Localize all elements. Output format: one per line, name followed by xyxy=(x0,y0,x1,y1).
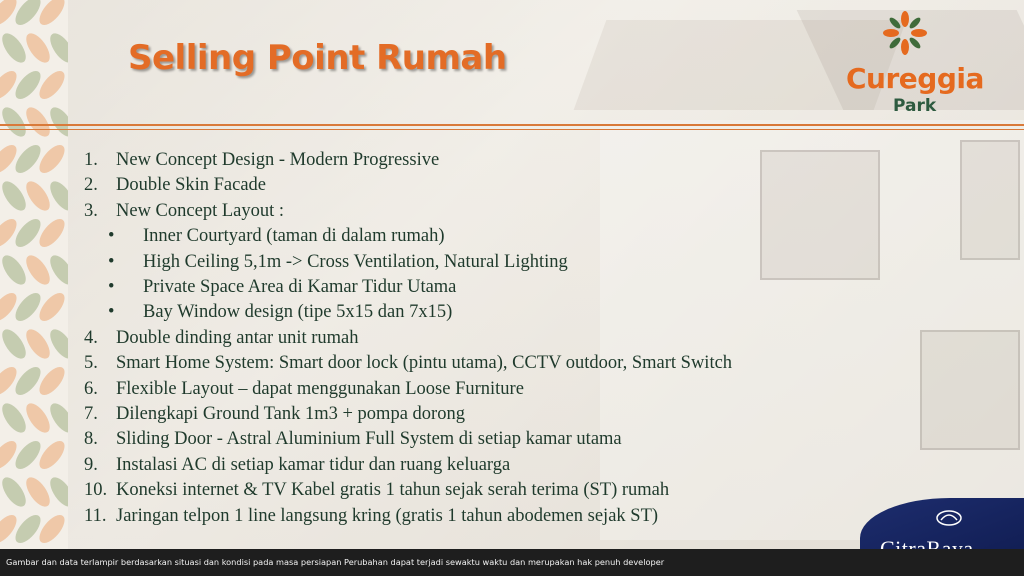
item-text: Double dinding antar unit rumah xyxy=(116,327,359,348)
bullet-item xyxy=(84,250,984,275)
item-number: 9. xyxy=(84,454,98,475)
decorative-leaf xyxy=(46,177,68,214)
bullet-item xyxy=(84,300,984,325)
footer-bar xyxy=(0,549,1024,576)
item-text: Bay Window design (tipe 5x15 dan 7x15) xyxy=(143,302,453,323)
slide-title: Selling Point Rumah xyxy=(128,38,507,78)
item-text: High Ceiling 5,1m -> Cross Ventilation, Natural Lighting xyxy=(143,251,568,272)
item-number: 10. xyxy=(84,480,108,501)
logo-name: Cureggia xyxy=(846,62,984,95)
decorative-leaf xyxy=(46,473,68,510)
citraraya-emblem-icon xyxy=(935,508,963,528)
decorative-leaf xyxy=(46,399,68,436)
item-text: Koneksi internet & TV Kabel gratis 1 tahun sejak serah terima (ST) rumah xyxy=(116,480,670,501)
item-text: Double Skin Facade xyxy=(116,175,267,196)
item-text: Dilengkapi Ground Tank 1m3 + pompa dorong xyxy=(116,404,465,425)
item-text: New Concept Layout : xyxy=(116,200,284,221)
logo-subtitle: Park xyxy=(893,96,937,116)
item-number: 2. xyxy=(84,175,98,196)
decorative-leaf xyxy=(22,29,55,66)
numbered-item xyxy=(84,351,984,376)
decorative-leaf xyxy=(22,103,55,140)
bullet-marker: • xyxy=(108,251,115,272)
item-number: 5. xyxy=(84,353,98,374)
decorative-leaf xyxy=(46,251,68,288)
item-text: Private Space Area di Kamar Tidur Utama xyxy=(143,277,457,298)
decorative-leaf xyxy=(46,29,68,66)
item-number: 1. xyxy=(84,150,98,170)
decorative-leaf xyxy=(46,103,68,140)
item-text: Flexible Layout – dapat menggunakan Loose Furniture xyxy=(116,378,524,399)
item-number: 4. xyxy=(84,327,98,348)
decorative-leaf xyxy=(22,325,55,362)
numbered-item xyxy=(84,199,984,224)
bullet-marker: • xyxy=(108,226,115,247)
numbered-item xyxy=(84,402,984,427)
item-text: Instalasi AC di setiap kamar tidur dan ruang keluarga xyxy=(116,454,511,475)
bullet-item xyxy=(84,224,984,249)
selling-points-list xyxy=(84,148,984,529)
numbered-item xyxy=(84,478,984,503)
leaf-pattern-strip xyxy=(0,0,68,576)
numbered-item xyxy=(84,453,984,478)
bullet-marker: • xyxy=(108,277,115,298)
bullet-item xyxy=(84,275,984,300)
item-text: New Concept Design - Modern Progressive xyxy=(116,150,440,170)
decorative-leaf xyxy=(22,399,55,436)
numbered-item xyxy=(84,148,984,173)
numbered-item xyxy=(84,504,984,529)
numbered-item xyxy=(84,173,984,198)
item-number: 8. xyxy=(84,429,98,450)
numbered-item xyxy=(84,427,984,452)
decorative-leaf xyxy=(46,325,68,362)
numbered-item xyxy=(84,326,984,351)
decorative-leaf xyxy=(22,473,55,510)
bullet-marker: • xyxy=(108,302,115,323)
item-text: Jaringan telpon 1 line langsung kring (gratis 1 tahun abodemen sejak ST) xyxy=(116,505,659,526)
item-text: Sliding Door - Astral Aluminium Full System di setiap kamar utama xyxy=(116,429,622,450)
divider-line xyxy=(0,129,1024,130)
decorative-leaf xyxy=(22,177,55,214)
item-text: Smart Home System: Smart door lock (pintu utama), CCTV outdoor, Smart Switch xyxy=(116,353,733,374)
item-number: 6. xyxy=(84,378,98,399)
numbered-item xyxy=(84,377,984,402)
item-number: 3. xyxy=(84,200,98,221)
item-number: 7. xyxy=(84,404,98,425)
item-number: 11. xyxy=(84,505,107,526)
item-text: Inner Courtyard (taman di dalam rumah) xyxy=(143,226,445,247)
decorative-leaf xyxy=(22,251,55,288)
flower-emblem-icon xyxy=(880,8,930,58)
divider-line xyxy=(0,124,1024,126)
footer-disclaimer: Gambar dan data terlampir berdasarkan situasi dan kondisi pada masa persiapan Perubahan dapat terjadi sewaktu waktu dan merupakan hak penuh developer xyxy=(6,557,665,567)
